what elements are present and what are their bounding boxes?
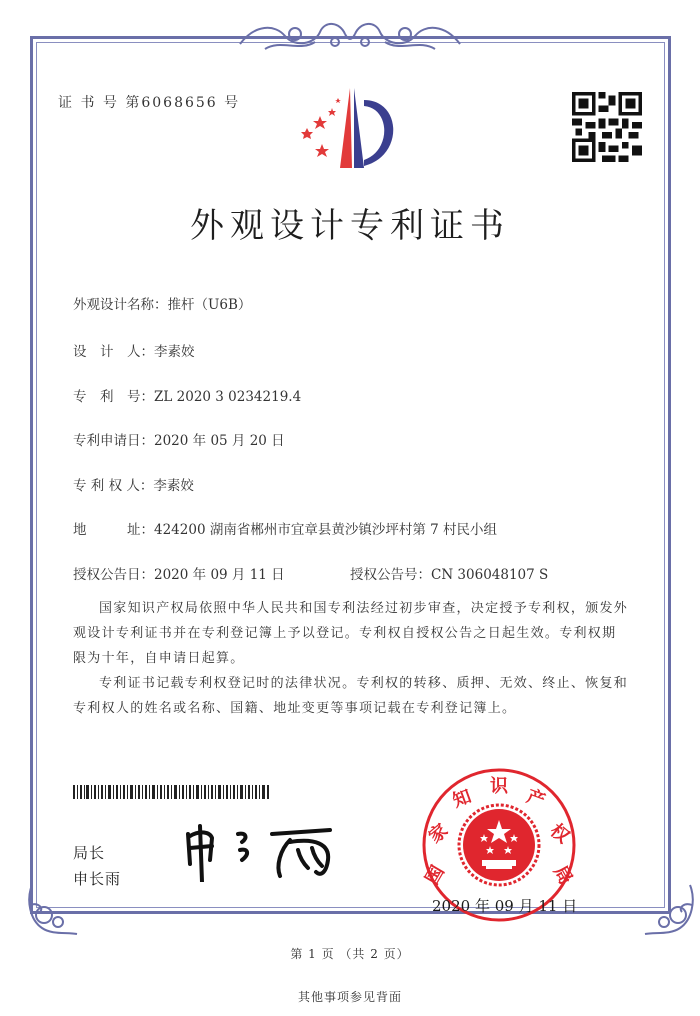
svg-text:家: 家 bbox=[424, 819, 453, 848]
field-patentee bbox=[73, 474, 194, 494]
field-label: 专 利 号： bbox=[73, 389, 154, 405]
field-value: 推杆（U6B） bbox=[167, 297, 252, 313]
field-value: 2020 年 09 月 11 日 bbox=[154, 567, 285, 583]
field-value: 李素姣 bbox=[153, 478, 194, 494]
field-value: ZL 2020 3 0234219.4 bbox=[154, 389, 302, 405]
field-label: 专利申请日： bbox=[73, 433, 154, 449]
director-name: 申长雨 bbox=[73, 870, 122, 888]
svg-text:识: 识 bbox=[490, 776, 508, 797]
body-paragraph-2: 专利证书记载专利权登记时的法律状况。专利权的转移、质押、无效、终止、恢复和专利权人的姓名或名称、国籍、地址变更等事项记载在专利登记簿上。 bbox=[73, 676, 629, 716]
svg-text:国: 国 bbox=[421, 862, 449, 889]
field-designer bbox=[73, 340, 195, 360]
bottom-left-ornament-icon bbox=[22, 880, 102, 940]
handwritten-signature-icon bbox=[180, 820, 360, 882]
field-label: 专 利 权 人： bbox=[73, 478, 154, 494]
field-label: 授权公告日： bbox=[73, 567, 154, 583]
field-value: 2020 年 05 月 20 日 bbox=[154, 433, 285, 449]
top-ornament-icon bbox=[235, 14, 465, 54]
seal-date: 2020 年 09 月 11 日 bbox=[432, 897, 578, 915]
barcode-icon bbox=[73, 785, 269, 799]
svg-text:权: 权 bbox=[545, 819, 574, 848]
field-label: 地 址： bbox=[73, 522, 154, 538]
svg-text:局: 局 bbox=[549, 862, 577, 889]
cnipa-logo-icon bbox=[292, 86, 412, 172]
svg-text:知: 知 bbox=[450, 785, 475, 812]
field-grant-date bbox=[73, 563, 285, 583]
field-label: 授权公告号： bbox=[350, 567, 431, 583]
field-patent-number bbox=[73, 385, 301, 405]
field-label: 外观设计名称： bbox=[73, 297, 168, 313]
svg-text:产: 产 bbox=[523, 785, 548, 812]
field-value: CN 306048107 S bbox=[431, 567, 549, 583]
field-address bbox=[73, 518, 497, 538]
director-title: 局长 bbox=[73, 844, 106, 862]
field-grant-number bbox=[350, 563, 548, 583]
bottom-right-ornament-icon bbox=[620, 880, 700, 940]
qr-code-icon bbox=[572, 92, 642, 162]
certificate-number: 证 书 号 第6068656 号 bbox=[58, 95, 241, 111]
field-application-date bbox=[73, 429, 285, 449]
page-indicator: 第 1 页 （共 2 页） bbox=[290, 947, 410, 961]
field-value: 李素姣 bbox=[154, 344, 195, 360]
field-design-name bbox=[73, 293, 251, 313]
body-paragraph-1: 国家知识产权局依照中华人民共和国专利法经过初步审查，决定授予专利权，颁发外观设计专利证书并在专利登记簿上予以登记。专利权自授权公告之日起生效。专利权期限为十年，自申请日起算。 bbox=[73, 601, 629, 666]
field-label: 设 计 人： bbox=[73, 344, 154, 360]
certificate-title: 外观设计专利证书 bbox=[190, 206, 510, 246]
back-side-note: 其他事项参见背面 bbox=[297, 990, 402, 1004]
field-value: 424200 湖南省郴州市宜章县黄沙镇沙坪村第 7 村民小组 bbox=[154, 522, 497, 538]
